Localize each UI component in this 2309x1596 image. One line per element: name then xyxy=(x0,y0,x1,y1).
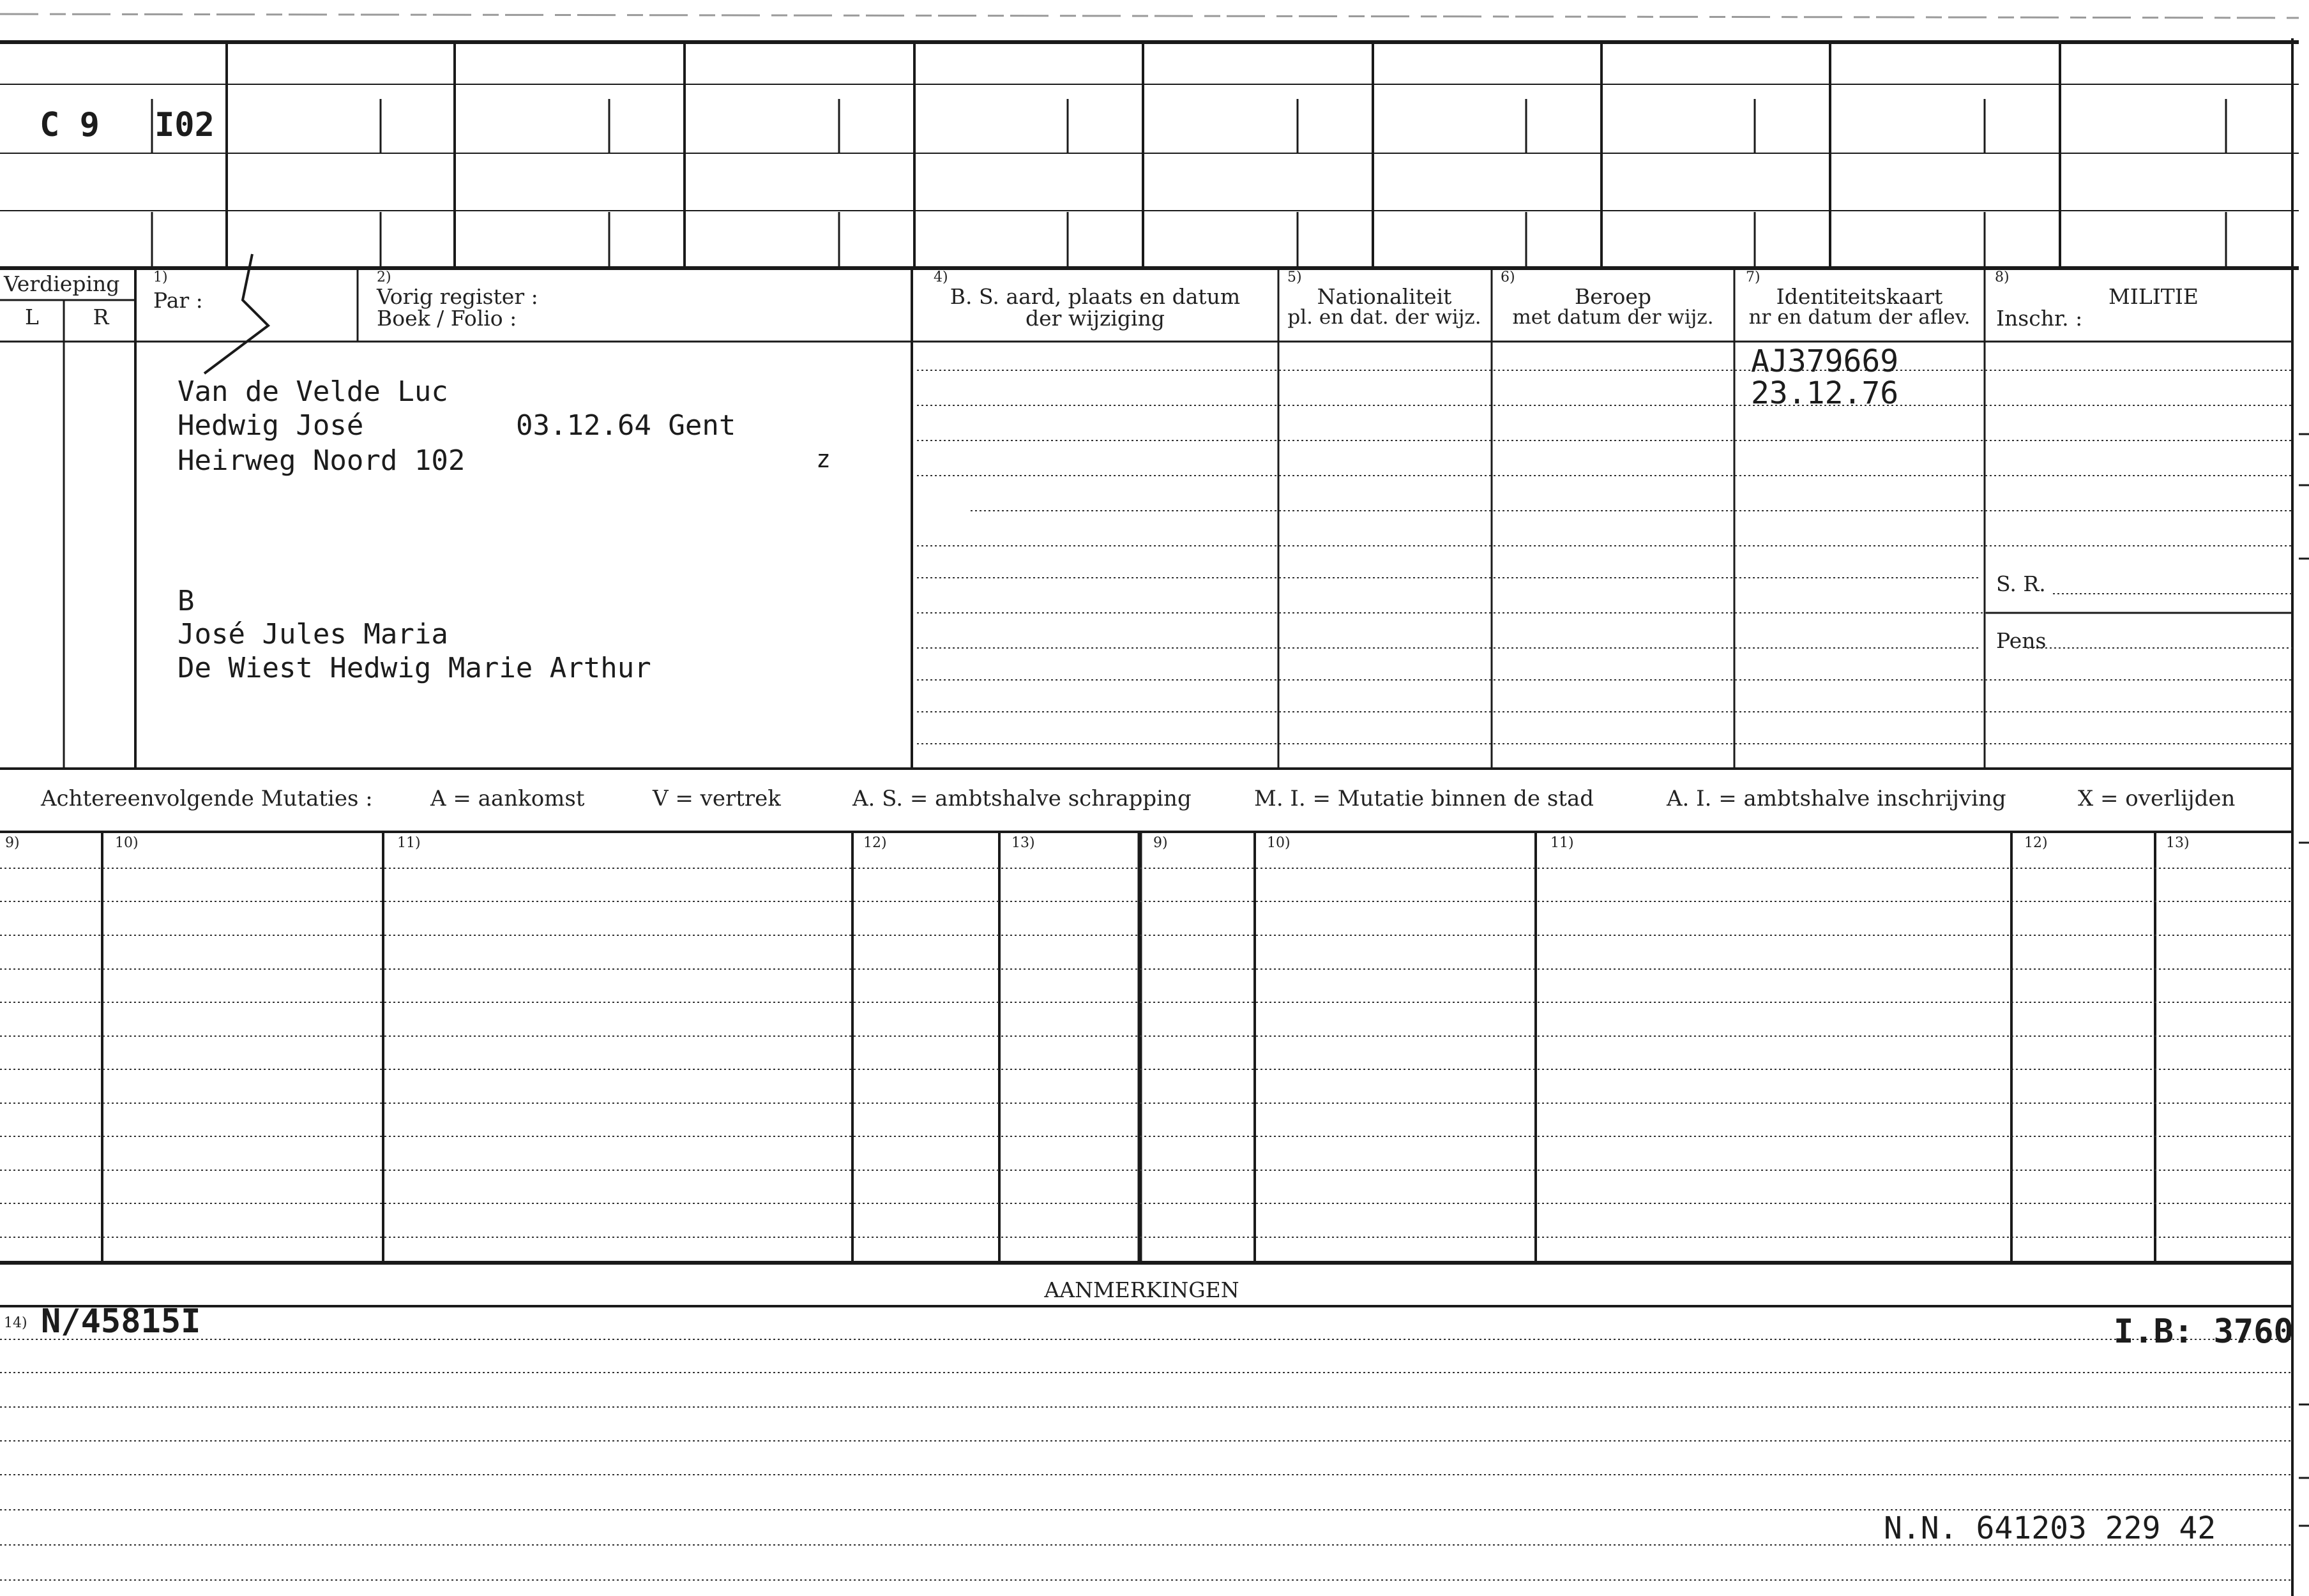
person-name: Van de Velde Luc xyxy=(178,375,448,408)
mutations-title: Achtereenvolgende Mutaties : xyxy=(41,786,373,811)
mutation-as: A. S. = ambtshalve schrapping xyxy=(852,786,1192,811)
col2-number: 2) xyxy=(377,269,391,285)
mutation-col-left-12: 12) xyxy=(863,835,887,851)
verdieping-r: R xyxy=(93,305,109,329)
col2-vorig-register: Vorig register : xyxy=(377,284,538,309)
mutation-col-right-13: 13) xyxy=(2166,835,2190,851)
militie-sr: S. R. xyxy=(1996,571,2046,596)
mutation-x: X = overlijden xyxy=(2078,786,2236,811)
mutation-col-left-9: 9) xyxy=(5,835,20,851)
mutation-col-right-10: 10) xyxy=(1267,835,1291,851)
mutation-mi: M. I. = Mutatie binnen de stad xyxy=(1254,786,1594,811)
remarks-title: AANMERKINGEN xyxy=(1044,1277,1239,1302)
mutation-v: V = vertrek xyxy=(653,786,781,811)
col6-line1: Beroep xyxy=(1574,284,1652,309)
mutation-col-left-13: 13) xyxy=(1011,835,1035,851)
remarks-ib: I.B: 3760 xyxy=(2114,1313,2294,1351)
id-card-date: 23.12.76 xyxy=(1751,375,1899,411)
col2-boek-folio: Boek / Folio : xyxy=(377,306,517,331)
col6-line2: met datum der wijz. xyxy=(1512,306,1714,329)
militie-pens: Pens xyxy=(1996,628,2047,653)
person-mother: De Wiest Hedwig Marie Arthur xyxy=(178,652,651,684)
top-code-102: I02 xyxy=(155,106,215,144)
col5-number: 5) xyxy=(1287,269,1302,285)
person-mark: z xyxy=(816,445,831,473)
remarks-code: N/45815I xyxy=(41,1302,201,1341)
mutation-a: A = aankomst xyxy=(430,786,585,811)
person-b-label: B xyxy=(178,585,195,617)
col4-line2: der wijziging xyxy=(1026,306,1165,331)
verdieping-l: L xyxy=(25,305,39,329)
col5-line1: Nationaliteit xyxy=(1317,284,1452,309)
col7-number: 7) xyxy=(1746,269,1760,285)
militie-inschr: Inschr. : xyxy=(1996,306,2083,331)
id-card-number: AJ379669 xyxy=(1751,343,1899,379)
person-address: Heirweg Noord 102 xyxy=(178,444,466,477)
national-number: N.N. 641203 229 42 xyxy=(1884,1510,2216,1546)
col7-line1: Identiteitskaart xyxy=(1776,284,1943,309)
mutation-col-left-10: 10) xyxy=(115,835,139,851)
mutation-col-right-11: 11) xyxy=(1550,835,1574,851)
mutation-ai: A. I. = ambtshalve inschrijving xyxy=(1667,786,2006,811)
col1-par-label: Par : xyxy=(153,288,203,313)
person-first-names: Hedwig José xyxy=(178,409,364,442)
col4-line1: B. S. aard, plaats en datum xyxy=(950,284,1241,309)
col4-number: 4) xyxy=(934,269,948,285)
col7-line2: nr en datum der aflev. xyxy=(1748,306,1971,329)
col1-number: 1) xyxy=(153,269,168,285)
mutation-col-right-9: 9) xyxy=(1153,835,1168,851)
person-birth: 03.12.64 Gent xyxy=(516,409,736,442)
mutation-col-left-11: 11) xyxy=(397,835,421,851)
col8-number: 8) xyxy=(1995,269,2010,285)
militie-title: MILITIE xyxy=(2108,284,2199,309)
remarks-number: 14) xyxy=(4,1315,27,1331)
verdieping-label: Verdieping xyxy=(4,271,120,296)
col6-number: 6) xyxy=(1501,269,1515,285)
mutation-col-right-12: 12) xyxy=(2024,835,2048,851)
top-code-c9: C 9 xyxy=(40,106,100,144)
col5-line2: pl. en dat. der wijz. xyxy=(1287,306,1481,329)
person-father: José Jules Maria xyxy=(178,618,448,651)
